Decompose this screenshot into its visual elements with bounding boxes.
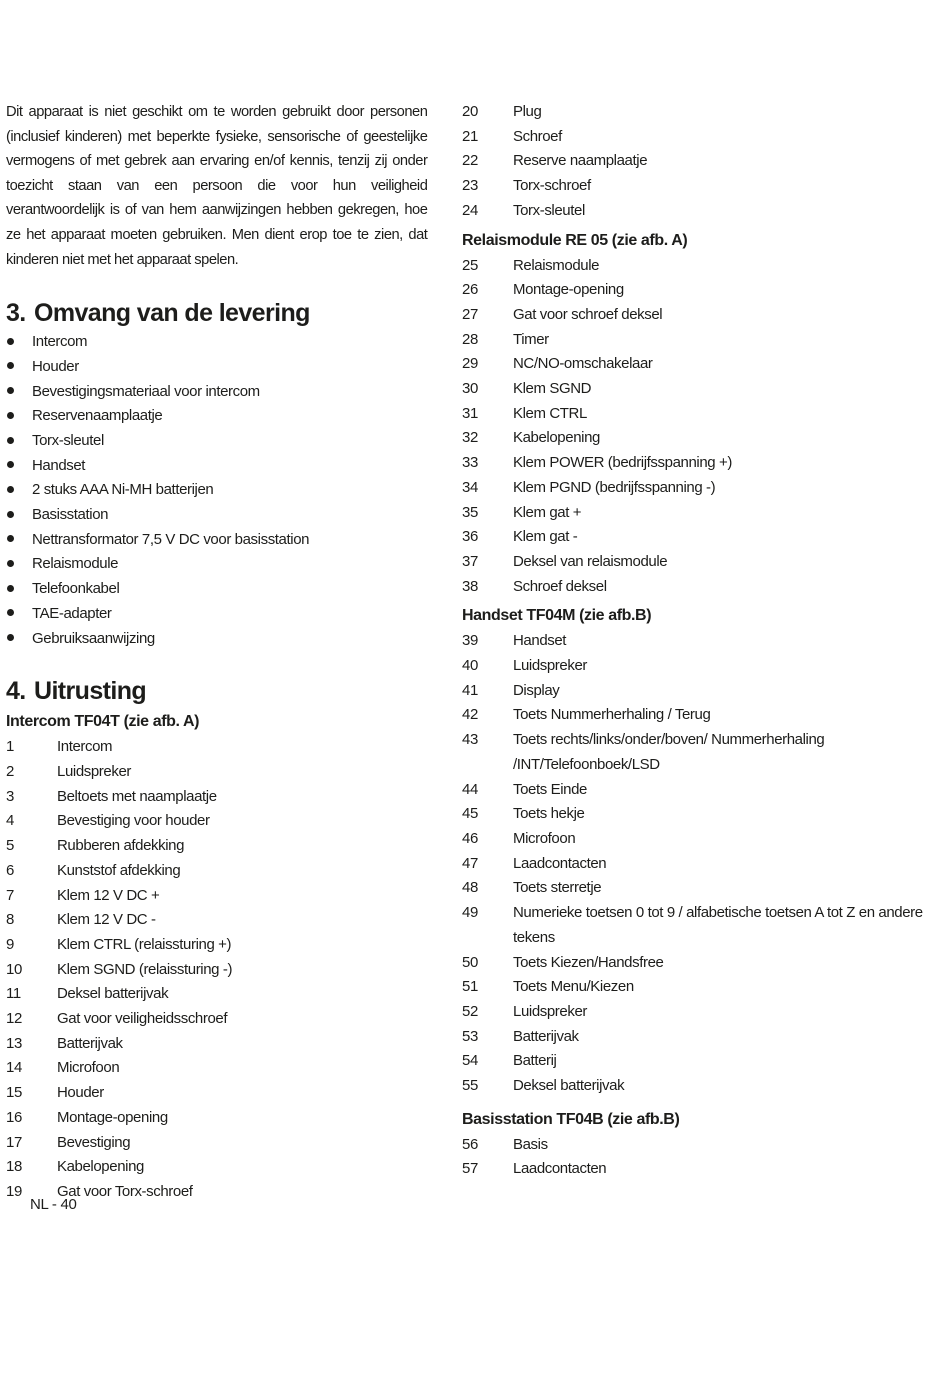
part-number: 54 bbox=[462, 1052, 478, 1070]
part-item bbox=[6, 908, 436, 933]
part-label: Toets Nummerherhaling / Terug bbox=[513, 706, 711, 724]
part-label: Basis bbox=[513, 1135, 548, 1153]
part-number: 38 bbox=[462, 577, 478, 595]
part-label: Klem 12 V DC + bbox=[57, 886, 160, 904]
part-item bbox=[462, 303, 932, 328]
part-number: 20 bbox=[462, 103, 478, 120]
part-number: 11 bbox=[6, 985, 21, 1003]
part-label: Montage-opening bbox=[57, 1108, 168, 1126]
list-item bbox=[6, 454, 436, 479]
handset-heading: Handset TF04M (zie afb.B) bbox=[462, 607, 652, 625]
part-label: Microfoon bbox=[57, 1059, 120, 1077]
part-item bbox=[462, 501, 932, 526]
part-number: 19 bbox=[6, 1182, 22, 1200]
part-label: Schroef deksel bbox=[513, 577, 607, 595]
relais-heading: Relaismodule RE 05 (zie afb. A) bbox=[462, 231, 688, 249]
list-item-text: Intercom bbox=[32, 333, 88, 351]
part-item bbox=[462, 951, 932, 976]
list-item bbox=[6, 404, 436, 429]
part-item bbox=[6, 1007, 436, 1032]
part-number: 23 bbox=[462, 177, 478, 195]
part-number: 29 bbox=[462, 355, 478, 373]
section-3-number: 3. bbox=[6, 299, 26, 328]
part-item bbox=[462, 550, 932, 575]
bullet-icon bbox=[6, 503, 32, 528]
part-item bbox=[462, 377, 932, 402]
part-label: Beltoets met naamplaatje bbox=[57, 787, 217, 805]
part-number: 7 bbox=[6, 886, 14, 904]
part-label: Kabelopening bbox=[513, 429, 600, 447]
part-label: Microfoon bbox=[513, 829, 576, 847]
part-item bbox=[6, 1155, 436, 1180]
part-item bbox=[462, 476, 932, 501]
part-item bbox=[462, 328, 932, 353]
part-item bbox=[6, 1131, 436, 1156]
part-label: Deksel van relaismodule bbox=[513, 552, 668, 570]
part-item bbox=[6, 1056, 436, 1081]
section-4-heading bbox=[6, 676, 436, 706]
relais-parts-list bbox=[462, 254, 932, 600]
list-item bbox=[6, 627, 436, 652]
part-number: 30 bbox=[462, 380, 478, 398]
part-number: 26 bbox=[462, 281, 478, 299]
part-label: Gat voor schroef deksel bbox=[513, 305, 663, 323]
part-number: 50 bbox=[462, 953, 478, 971]
part-label: Klem PGND (bedrijfsspanning -) bbox=[513, 478, 716, 496]
delivery-list bbox=[6, 330, 436, 651]
part-item bbox=[462, 654, 932, 679]
part-item bbox=[6, 1081, 436, 1106]
part-item bbox=[462, 100, 932, 125]
part-number: 3 bbox=[6, 787, 14, 805]
list-item-text: Houder bbox=[32, 357, 79, 375]
list-item bbox=[6, 503, 436, 528]
part-label: Klem CTRL bbox=[513, 404, 587, 422]
part-item bbox=[462, 728, 932, 777]
part-label: Toets Menu/Kiezen bbox=[513, 978, 634, 996]
list-item-text: Relaismodule bbox=[32, 555, 119, 573]
part-item bbox=[462, 352, 932, 377]
part-number: 25 bbox=[462, 256, 478, 274]
part-number: 28 bbox=[462, 330, 478, 348]
part-number: 37 bbox=[462, 552, 478, 570]
part-number: 36 bbox=[462, 528, 478, 546]
part-item bbox=[6, 1106, 436, 1131]
part-label: Laadcontacten bbox=[513, 854, 607, 872]
part-item bbox=[462, 778, 932, 803]
part-label: Torx-schroef bbox=[513, 177, 591, 195]
part-label: Timer bbox=[513, 330, 549, 348]
part-label: Plug bbox=[513, 103, 542, 120]
list-item-text: Gebruiksaanwijzing bbox=[32, 629, 155, 647]
part-item bbox=[462, 802, 932, 827]
part-label: Klem POWER (bedrijfsspanning +) bbox=[513, 454, 732, 472]
part-number: 48 bbox=[462, 879, 478, 897]
bullet-icon bbox=[6, 478, 32, 503]
part-item bbox=[462, 426, 932, 451]
part-label: Montage-opening bbox=[513, 281, 624, 299]
part-label: Klem gat + bbox=[513, 503, 582, 521]
part-label: Rubberen afdekking bbox=[57, 837, 185, 855]
part-label: Batterijvak bbox=[513, 1027, 579, 1045]
bullet-icon bbox=[6, 404, 32, 429]
part-label: Houder bbox=[57, 1084, 104, 1102]
list-item bbox=[6, 429, 436, 454]
part-number: 52 bbox=[462, 1002, 478, 1020]
part-label: Reserve naamplaatje bbox=[513, 152, 648, 170]
part-label: Batterijvak bbox=[57, 1034, 123, 1052]
part-label: Relaismodule bbox=[513, 256, 600, 274]
part-label: NC/NO-omschakelaar bbox=[513, 355, 653, 373]
left-column bbox=[6, 100, 436, 1205]
part-number: 5 bbox=[6, 837, 14, 855]
part-item bbox=[6, 982, 436, 1007]
part-number: 53 bbox=[462, 1027, 478, 1045]
part-label: Klem CTRL (relaissturing +) bbox=[57, 935, 232, 953]
part-item bbox=[462, 629, 932, 654]
part-label: Klem 12 V DC - bbox=[57, 911, 156, 929]
part-label: Luidspreker bbox=[513, 1002, 587, 1020]
part-item bbox=[6, 760, 436, 785]
base-heading: Basisstation TF04B (zie afb.B) bbox=[462, 1110, 680, 1128]
bullet-icon bbox=[6, 602, 32, 627]
part-label: Toets Einde bbox=[513, 780, 587, 798]
page-number: NL - 40 bbox=[30, 1196, 77, 1213]
part-number: 32 bbox=[462, 429, 478, 447]
part-label: Luidspreker bbox=[513, 657, 587, 675]
list-item-text: 2 stuks AAA Ni-MH batterijen bbox=[32, 481, 214, 499]
part-number: 35 bbox=[462, 503, 478, 521]
part-number: 42 bbox=[462, 706, 478, 724]
part-label: Toets Kiezen/Handsfree bbox=[513, 953, 664, 971]
part-item bbox=[462, 827, 932, 852]
part-label: Intercom bbox=[57, 738, 113, 756]
bullet-icon bbox=[6, 355, 32, 380]
part-number: 56 bbox=[462, 1135, 478, 1153]
part-number: 46 bbox=[462, 829, 478, 847]
part-label: Kabelopening bbox=[57, 1158, 144, 1176]
part-item bbox=[6, 735, 436, 760]
part-item bbox=[462, 254, 932, 279]
part-number: 39 bbox=[462, 632, 478, 650]
part-item bbox=[462, 1074, 932, 1099]
part-item bbox=[462, 525, 932, 550]
part-label: Schroef bbox=[513, 127, 562, 145]
section-4-number: 4. bbox=[6, 677, 26, 706]
part-number: 51 bbox=[462, 978, 478, 996]
list-item bbox=[6, 528, 436, 553]
part-label: Batterij bbox=[513, 1052, 557, 1070]
part-label: Laadcontacten bbox=[513, 1160, 607, 1178]
base-parts-list bbox=[462, 1133, 932, 1182]
list-item bbox=[6, 330, 436, 355]
list-item-text: Handset bbox=[32, 456, 86, 474]
right-column bbox=[462, 100, 932, 1182]
part-item bbox=[462, 901, 932, 950]
part-label: Klem SGND bbox=[513, 380, 592, 398]
part-number: 47 bbox=[462, 854, 478, 872]
part-item bbox=[462, 1000, 932, 1025]
part-label: Bevestiging bbox=[57, 1133, 131, 1151]
part-label: Gat voor Torx-schroef bbox=[57, 1182, 193, 1200]
part-number: 15 bbox=[6, 1084, 22, 1102]
section-4-title: Uitrusting bbox=[34, 677, 147, 706]
part-item bbox=[6, 834, 436, 859]
part-label: Luidspreker bbox=[57, 763, 131, 780]
part-number: 40 bbox=[462, 657, 478, 675]
section-3-title: Omvang van de levering bbox=[34, 299, 310, 328]
section-3-heading bbox=[6, 298, 436, 328]
part-number: 18 bbox=[6, 1158, 22, 1176]
part-item bbox=[462, 149, 932, 174]
part-label: Toets sterretje bbox=[513, 879, 602, 897]
part-item bbox=[462, 1133, 932, 1158]
part-label: Numerieke toetsen 0 tot 9 / alfabetische toetsen A tot Z en andere tekens bbox=[513, 904, 923, 946]
bullet-icon bbox=[6, 380, 32, 405]
bullet-icon bbox=[6, 552, 32, 577]
list-item bbox=[6, 602, 436, 627]
part-item bbox=[462, 703, 932, 728]
part-number: 12 bbox=[6, 1010, 22, 1028]
intercom-heading: Intercom TF04T (zie afb. A) bbox=[6, 713, 200, 731]
part-number: 10 bbox=[6, 960, 22, 978]
part-number: 44 bbox=[462, 780, 478, 798]
list-item-text: Bevestigingsmateriaal voor intercom bbox=[32, 382, 260, 400]
part-number: 24 bbox=[462, 201, 478, 219]
list-item bbox=[6, 552, 436, 577]
intro-paragraph: Dit apparaat is niet geschikt om te worden gebruikt door personen (inclusief kinderen) met beperkte fysieke, sensorische of geestelijke vermogens of met gebrek aan ervaring en/of kennis, tenzij zij onder toezicht staan van een persoon die voor hun veiligheid verantwoordelijk is of van hem aanwijzingen hebben gekregen, hoe ze het apparaat moeten gebruiken. Men dient erop toe te zien, dat kinderen niet met het apparaat spelen. bbox=[6, 103, 428, 268]
handset-parts-list bbox=[462, 629, 932, 1098]
part-label: Klem SGND (relaissturing -) bbox=[57, 960, 233, 978]
part-item bbox=[462, 852, 932, 877]
part-number: 6 bbox=[6, 861, 14, 879]
bullet-icon bbox=[6, 577, 32, 602]
part-number: 2 bbox=[6, 763, 14, 780]
bullet-icon bbox=[6, 330, 32, 355]
part-number: 16 bbox=[6, 1108, 22, 1126]
part-item bbox=[6, 859, 436, 884]
part-number: 27 bbox=[462, 305, 478, 323]
list-item bbox=[6, 478, 436, 503]
part-item bbox=[462, 278, 932, 303]
part-item bbox=[462, 679, 932, 704]
intercom-parts-list bbox=[6, 735, 436, 1204]
part-item bbox=[6, 785, 436, 810]
part-item bbox=[462, 199, 932, 224]
part-number: 4 bbox=[6, 812, 14, 830]
bullet-icon bbox=[6, 429, 32, 454]
part-label: Deksel batterijvak bbox=[513, 1077, 625, 1095]
part-label: Kunststof afdekking bbox=[57, 861, 181, 879]
part-label: Gat voor veiligheidsschroef bbox=[57, 1010, 228, 1028]
list-item bbox=[6, 355, 436, 380]
part-number: 13 bbox=[6, 1034, 22, 1052]
part-item bbox=[462, 1157, 932, 1182]
part-item bbox=[462, 975, 932, 1000]
list-item-text: Telefoonkabel bbox=[32, 580, 120, 598]
part-number: 9 bbox=[6, 935, 14, 953]
part-item bbox=[462, 1025, 932, 1050]
list-item-text: Basisstation bbox=[32, 506, 109, 524]
part-item bbox=[6, 958, 436, 983]
part-item bbox=[6, 933, 436, 958]
part-number: 43 bbox=[462, 731, 478, 749]
part-label: Torx-sleutel bbox=[513, 201, 585, 219]
part-label: Bevestiging voor houder bbox=[57, 812, 210, 830]
part-item bbox=[6, 1032, 436, 1057]
part-number: 41 bbox=[462, 681, 478, 699]
part-number: 45 bbox=[462, 805, 478, 823]
part-label: Display bbox=[513, 681, 560, 699]
part-item bbox=[462, 876, 932, 901]
part-number: 21 bbox=[462, 127, 478, 145]
part-item bbox=[6, 809, 436, 834]
list-item-text: Reservenaamplaatje bbox=[32, 407, 163, 425]
part-number: 1 bbox=[6, 738, 14, 756]
bullet-icon bbox=[6, 528, 32, 553]
part-label: Toets rechts/links/onder/boven/ Nummerherhaling /INT/Telefoonboek/LSD bbox=[513, 731, 825, 773]
part-number: 8 bbox=[6, 911, 14, 929]
bullet-icon bbox=[6, 454, 32, 479]
part-number: 31 bbox=[462, 404, 478, 422]
part-number: 57 bbox=[462, 1160, 478, 1178]
part-number: 22 bbox=[462, 152, 478, 170]
part-item bbox=[462, 575, 932, 600]
bullet-icon bbox=[6, 627, 32, 652]
part-number: 55 bbox=[462, 1077, 478, 1095]
part-label: Handset bbox=[513, 632, 567, 650]
part-number: 17 bbox=[6, 1133, 22, 1151]
part-item bbox=[462, 451, 932, 476]
part-item bbox=[6, 884, 436, 909]
list-item bbox=[6, 380, 436, 405]
list-item-text: Torx-sleutel bbox=[32, 431, 104, 449]
part-number: 33 bbox=[462, 454, 478, 472]
list-item-text: TAE-adapter bbox=[32, 604, 112, 622]
list-item-text: Nettransformator 7,5 V DC voor basisstation bbox=[32, 530, 310, 548]
part-item bbox=[462, 174, 932, 199]
part-item bbox=[462, 1049, 932, 1074]
list-item bbox=[6, 577, 436, 602]
part-label: Klem gat - bbox=[513, 528, 578, 546]
part-item bbox=[462, 402, 932, 427]
part-item bbox=[462, 125, 932, 150]
intercom-parts-list-continued bbox=[462, 100, 932, 224]
part-label: Deksel batterijvak bbox=[57, 985, 169, 1003]
part-label: Toets hekje bbox=[513, 805, 585, 823]
part-number: 14 bbox=[6, 1059, 22, 1077]
part-number: 34 bbox=[462, 478, 478, 496]
part-number: 49 bbox=[462, 904, 478, 922]
